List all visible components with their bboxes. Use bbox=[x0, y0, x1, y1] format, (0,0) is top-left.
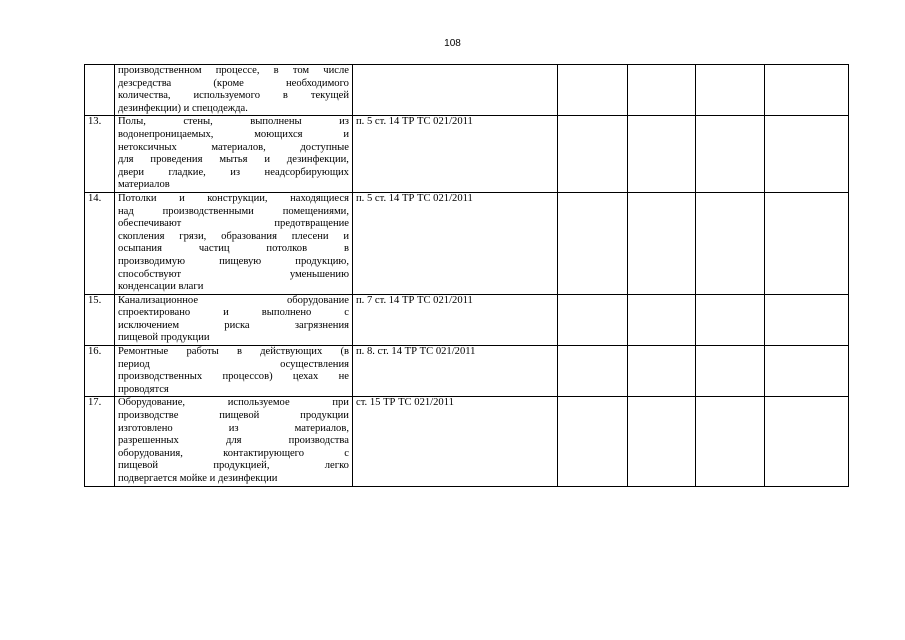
table-row bbox=[85, 116, 849, 193]
requirement-line: обеспечивают предотвращение bbox=[118, 218, 349, 230]
empty-cell bbox=[558, 65, 628, 116]
requirement-line-last: материалов bbox=[118, 179, 170, 191]
empty-cell bbox=[558, 294, 628, 345]
empty-cell bbox=[628, 346, 696, 397]
requirement-line: Полы, стены, выполнены из bbox=[118, 116, 349, 128]
requirement-line: Ремонтные работы в действующих (в bbox=[118, 346, 349, 358]
requirement-line: период осуществления bbox=[118, 358, 349, 370]
regulation-reference: п. 8. ст. 14 ТР ТС 021/2011 bbox=[353, 346, 558, 397]
requirement-line: Потолки и конструкции, находящиеся bbox=[118, 192, 349, 204]
requirement-line: спроектировано и выполнено с bbox=[118, 307, 349, 319]
requirement-line: количества, используемого в текущей bbox=[118, 90, 349, 102]
regulation-reference: п. 5 ст. 14 ТР ТС 021/2011 bbox=[353, 192, 558, 294]
empty-cell bbox=[696, 397, 765, 486]
requirement-line: способствуют уменьшению bbox=[118, 268, 349, 280]
requirement-line: производимую пищевую продукцию, bbox=[118, 255, 349, 267]
requirement-line: производстве пищевой продукции bbox=[118, 410, 349, 422]
empty-cell bbox=[696, 346, 765, 397]
empty-cell bbox=[558, 346, 628, 397]
requirement-line: двери гладкие, из неадсорбирующих bbox=[118, 166, 349, 178]
requirement-line: нетоксичных материалов, доступные bbox=[118, 141, 349, 153]
requirement-line-last: конденсации влаги bbox=[118, 281, 204, 293]
requirement-text bbox=[115, 116, 353, 193]
regulation-reference: п. 7 ст. 14 ТР ТС 021/2011 bbox=[353, 294, 558, 345]
requirement-line: водонепроницаемых, моющихся и bbox=[118, 128, 349, 140]
table-row bbox=[85, 397, 849, 486]
empty-cell bbox=[696, 116, 765, 193]
requirement-text bbox=[115, 346, 353, 397]
empty-cell bbox=[765, 65, 849, 116]
row-number: 13. bbox=[85, 116, 115, 193]
requirement-line: скопления грязи, образования плесени и bbox=[118, 230, 349, 242]
requirement-text bbox=[115, 65, 353, 116]
requirement-line: исключением риска загрязнения bbox=[118, 319, 349, 331]
row-number: 17. bbox=[85, 397, 115, 486]
requirement-line: пищевой продукцией, легко bbox=[118, 460, 349, 472]
table-row bbox=[85, 294, 849, 345]
empty-cell bbox=[628, 294, 696, 345]
empty-cell bbox=[765, 294, 849, 345]
requirement-line: Оборудование, используемое при bbox=[118, 397, 349, 409]
row-number: 16. bbox=[85, 346, 115, 397]
table-row bbox=[85, 65, 849, 116]
empty-cell bbox=[765, 192, 849, 294]
empty-cell bbox=[696, 65, 765, 116]
empty-cell bbox=[628, 65, 696, 116]
requirement-line: оборудования, контактирующего с bbox=[118, 447, 349, 459]
empty-cell bbox=[696, 294, 765, 345]
empty-cell bbox=[558, 116, 628, 193]
table-row bbox=[85, 346, 849, 397]
empty-cell bbox=[696, 192, 765, 294]
empty-cell bbox=[628, 116, 696, 193]
requirement-line: производственном процессе, в том числе bbox=[118, 65, 349, 76]
requirement-line: для проведения мытья и дезинфекции, bbox=[118, 154, 349, 166]
requirement-line-last: пищевой продукции bbox=[118, 332, 210, 344]
requirement-line: дезсредства (кроме необходимого bbox=[118, 77, 349, 89]
requirement-line: разрешенных для производства bbox=[118, 435, 349, 447]
row-number bbox=[85, 65, 115, 116]
empty-cell bbox=[558, 397, 628, 486]
regulation-reference: п. 5 ст. 14 ТР ТС 021/2011 bbox=[353, 116, 558, 193]
row-number: 14. bbox=[85, 192, 115, 294]
empty-cell bbox=[558, 192, 628, 294]
requirement-line-last: проводятся bbox=[118, 383, 169, 395]
requirement-line: Канализационное оборудование bbox=[118, 294, 349, 306]
requirement-line-last: подвергается мойке и дезинфекции bbox=[118, 473, 278, 484]
requirement-line: осыпания частиц потолков в bbox=[118, 243, 349, 255]
requirement-text bbox=[115, 397, 353, 486]
requirement-line: изготовлено из материалов, bbox=[118, 422, 349, 434]
regulation-reference bbox=[353, 65, 558, 116]
empty-cell bbox=[765, 397, 849, 486]
empty-cell bbox=[765, 116, 849, 193]
regulation-reference: ст. 15 ТР ТС 021/2011 bbox=[353, 397, 558, 486]
checklist-table bbox=[84, 64, 849, 487]
page-number: 108 bbox=[444, 38, 461, 49]
empty-cell bbox=[628, 192, 696, 294]
requirement-line-last: дезинфекции) и спецодежда. bbox=[118, 102, 248, 114]
requirement-text bbox=[115, 294, 353, 345]
row-number: 15. bbox=[85, 294, 115, 345]
requirement-line: производственных процессов) цехах не bbox=[118, 371, 349, 383]
empty-cell bbox=[765, 346, 849, 397]
requirement-line: над производственными помещениями, bbox=[118, 205, 349, 217]
table-row bbox=[85, 192, 849, 294]
requirement-text bbox=[115, 192, 353, 294]
empty-cell bbox=[628, 397, 696, 486]
